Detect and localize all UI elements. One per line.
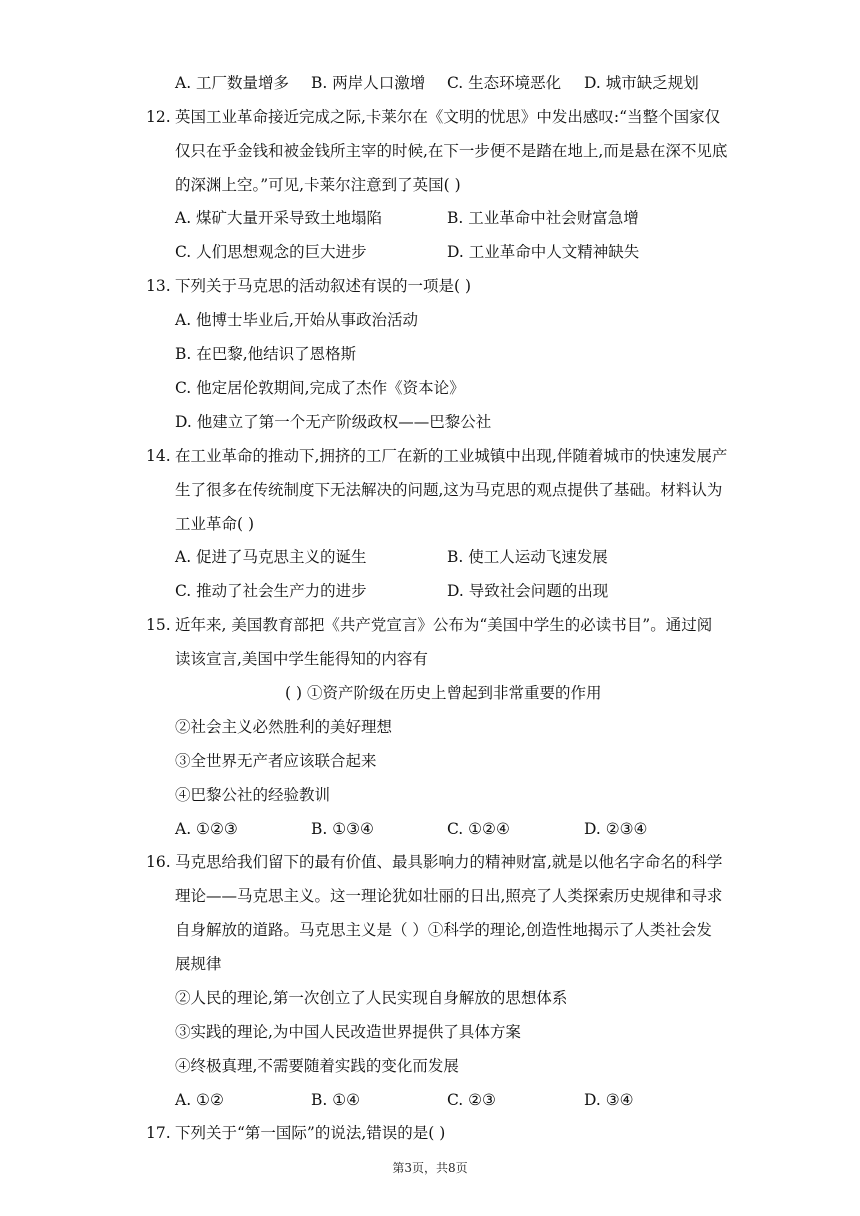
- q15-statement: ③全世界无产者应该联合起来: [175, 752, 377, 770]
- page-footer: 第3页，共8页: [392, 1161, 468, 1175]
- q13-stem-line: 下列关于马克思的活动叙述有误的一项是( ): [175, 277, 472, 295]
- q16-statement: ④终极真理,不需要随着实践的变化而发展: [175, 1057, 459, 1075]
- q16-option-b: B. ①④: [311, 1091, 361, 1109]
- q17-number: 17.: [146, 1124, 171, 1142]
- q13-option-d: D. 他建立了第一个无产阶级政权——巴黎公社: [175, 413, 492, 431]
- q16-stem-line: 展规律: [175, 955, 222, 973]
- q14-option-d: D. 导致社会问题的出现: [447, 582, 609, 600]
- q15-option-b: B. ①③④: [311, 820, 374, 838]
- q12-number: 12.: [146, 108, 171, 126]
- q15-number: 15.: [146, 616, 171, 634]
- q15-stem-line: 近年来, 美国教育部把《共产党宣言》公布为“美国中学生的必读书目”。通过阅: [175, 616, 713, 634]
- q14-stem-line: 在工业革命的推动下,拥挤的工厂在新的工业城镇中出现,伴随着城市的快速发展产: [175, 447, 728, 465]
- q16-option-c: C. ②③: [447, 1091, 496, 1109]
- q14-number: 14.: [146, 447, 171, 465]
- q12-option-a: A. 煤矿大量开采导致土地塌陷: [175, 209, 383, 227]
- q11-option-d: D. 城市缺乏规划: [584, 74, 699, 92]
- q13-option-a: A. 他博士毕业后,开始从事政治活动: [175, 311, 418, 329]
- q16-statement: ③实践的理论,为中国人民改造世界提供了具体方案: [175, 1023, 521, 1041]
- q14-option-b: B. 使工人运动飞速发展: [447, 548, 608, 566]
- q12-stem-line: 的深渊上空。”可见,卡莱尔注意到了英国( ): [175, 176, 461, 194]
- q13-option-b: B. 在巴黎,他结识了恩格斯: [175, 345, 357, 363]
- q13-number: 13.: [146, 277, 171, 295]
- q11-option-b: B. 两岸人口激增: [311, 74, 426, 92]
- q15-option-c: C. ①②④: [447, 820, 510, 838]
- q15-statement: ④巴黎公社的经验教训: [175, 786, 331, 804]
- q15-option-d: D. ②③④: [584, 820, 648, 838]
- q11-option-c: C. 生态环境恶化: [447, 74, 562, 92]
- q17-stem-line: 下列关于“第一国际”的说法,错误的是( ): [175, 1124, 446, 1142]
- q14-stem-line: 生了很多在传统制度下无法解决的问题,这为马克思的观点提供了基础。材料认为: [175, 481, 723, 499]
- q12-stem-line: 英国工业革命接近完成之际,卡莱尔在《文明的忧思》中发出感叹:“当整个国家仅: [175, 108, 721, 126]
- q16-option-a: A. ①②: [175, 1091, 224, 1109]
- q12-option-d: D. 工业革命中人文精神缺失: [447, 243, 640, 261]
- q16-stem-line: 自身解放的道路。马克思主义是（ ）①科学的理论,创造性地揭示了人类社会发: [175, 921, 712, 939]
- q16-statement: ②人民的理论,第一次创立了人民实现自身解放的思想体系: [175, 989, 568, 1007]
- q15-option-a: A. ①②③: [175, 820, 238, 838]
- q15-statement: ②社会主义必然胜利的美好理想: [175, 718, 393, 736]
- q16-stem-line: 理论——马克思主义。这一理论犹如壮丽的日出,照亮了人类探索历史规律和寻求: [175, 887, 723, 905]
- q14-option-c: C. 推动了社会生产力的进步: [175, 582, 367, 600]
- q16-option-d: D. ③④: [584, 1091, 634, 1109]
- q13-option-c: C. 他定居伦敦期间,完成了杰作《资本论》: [175, 379, 465, 397]
- q12-stem-line: 仅只在乎金钱和被金钱所主宰的时候,在下一步便不是踏在地上,而是悬在深不见底: [175, 142, 728, 160]
- q15-stem-line: ( ) ①资产阶级在历史上曾起到非常重要的作用: [285, 684, 602, 702]
- q16-number: 16.: [146, 853, 171, 871]
- q11-option-a: A. 工厂数量增多: [175, 74, 290, 92]
- q15-stem-line: 读该宣言,美国中学生能得知的内容有: [175, 650, 428, 668]
- q14-option-a: A. 促进了马克思主义的诞生: [175, 548, 367, 566]
- q12-option-b: B. 工业革命中社会财富急增: [447, 209, 639, 227]
- q14-stem-line: 工业革命( ): [175, 515, 255, 533]
- q12-option-c: C. 人们思想观念的巨大进步: [175, 243, 367, 261]
- q16-stem-line: 马克思给我们留下的最有价值、最具影响力的精神财富,就是以他名字命名的科学: [175, 853, 723, 871]
